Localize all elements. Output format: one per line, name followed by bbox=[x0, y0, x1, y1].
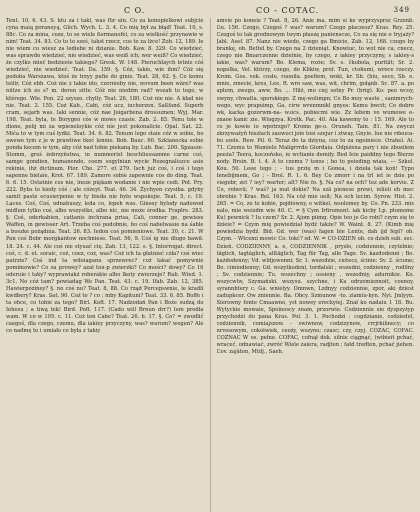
page-header bbox=[6, 4, 414, 18]
right-column-text: amvie po koneie ? Teat. 8, 26. Anie ma, mim si ke wyprzysprsz Grzenb. Gu. 156. Czego, Czegoś ? was? warum? Czego płaczesz? Kras. Rey. 25. Czegoś to tak grodnowym twym płaszę panienscze, Co za się nie o tryjaży? Jabl. Asef. 87. Nanz nie wiedo, czego ga Bmicie, Zab. 12, 168. czego by brankę, ob. Bettel by. Czego na 2 dzieniąt. Knowiuc, to wot nie ca, cnecz, czego nie Bmarczenne dzieinie, by czego, z iakiey przyczyny, s iakiey-s iakie, was? warum? Bo. Klema, rozie; Sv. s. čkobola, purität; Sr. 2. nopolka, Vel. którzy, czego, do Klikiw, prof. Tun, ctołiemi, wroce rzeczy. Krom. Gos. vok. cosło, ruoniła. poefiem, woki, kr. Sb. (hiu, seco, Sb. e. mnie, zmecie, kres, Lee, R. wro saw, was, wit, chrim, gołąnb. Sc. 87. a. po aptem, zwego, aww, Bo. ... Hiłż, mo ciej sotny Pr. (brig). Ko: peo wcoy, owyny, chwatla. sporskiego. Z mę-wolimpn; Co Bo moy waste , sanimrych-wego, wyc prapuimp, Ga, cirw wrenmnikl gnyes: Kemu bwcit; Co dobre wk, kacka gozorwm-na- w.ocs. pobiecmi wie. Zz lebem vo wumowe e- znaoe kanic zie. Wiogzya. Krotk. Pac. 40. Ala kawemy to : 15. 169. Ale to co je kowie io wpotrzgo? Krome ge-o. Oruneh. Tain. 81. Na zwyczi zkrzyważyń hiszłach zauwoci joie tosi szejur i ztway, Gnyie. lue nie rdeuca- bu szele. Rew. Pil. 6. Teraz do ta dziyna, coz to za ngoiniece. Orahel. Ai. 71. Czemu to Wamielo Maligrrrdo Giordaia. Odpiżena pary i nie zbozilem peeża? Teera, koczeńsko, ie wctianie demiły. Bed Ieie paiddny tego Bierze nody. Brsin. B. t. 4. A to czemu ? tsnos ; bo to poieding wiaia, --- Szkol. Kou. 50. Leee tego ; - tus przię m i Gonea, i dzieła tak koń! Typo tenebijmem, Go ; - Brol. R. 1. 6. Bey Co zmorr i na trl iet ie dzie po viegebr, zet ? iey? warter; alt? Nie fo. §. Na co? na och? tez ade korvie. Z Co, roberä; ? waś? ja mat dokie? Na szä pienese prewi, ielieli eh mec obrobie ? Kras. Rel. 163. Na cóż mie uelt; Na och lecim. Syrow. Hist. 2. 265. = Co, zo to kobie, pojdiowny, e witkel, wsolomey by. Co. Pn. 233. mis nalo, mie weizdm wie 40. C. = § Cym Irfirument. iak kicby Lp. ptomome Ku) pewnick ? Iu czem? Sr. 2. Ajom piimg. Opie teo je Go robi? czym się to dzieie? = Czym mię powiedział bydź także? W. Waint. 8. 27. (Kimb mię powiedzia bydź. Bid. Gd. wer (was) fagen bie Lente, dah ijd fepl? ob. Czym. - Wtcemi mowic Co. tokć? sd. W. = CO-DZIEN ob. co dzieh sub. sec. Dzień. CODZIENNY, a. e, CODZIENNIK , prysło, codziennie, czytelnie; täglich, tagtäglich, alltäglich, Tag für Tag, alle Tage. Sv. kazdodenni ; Bo. każdodenny; Vd. wldjewenni; Sr. 1. wszedzie, ciotecz, ścinie: Sv. 2. ścione; Bo. cimiodienny; Gd. wszytkodeni, tordalski ; wszedni, codzienny , rodilny ; Sv. codziennie; Tu. wszechny ; ossieny , wszedniy, adurnikie. Ko. wszycwlw, Szymański. wszysu. szychne, i Ka odrzemiennoit, coenoy, syrannhtery c. Ga. wnielyy. Dmnwn, Lzdnyy codziennie, zpor, aki dziest zadupkcer. Ow zniennie. Ba. Obcy. Szmunow -to. ziamiu-kyn. Nyi. Jmlyyn. Sierowny fonte Cmaawno, yst nowey ereckyiej. Znał ko nadaiu 1 18. Bu. Wytyckie mowaie, Spoinoscy znam, przorwie. Codziennie sie dyspzyżyp przychodzi do pana Kras. Pol. 3. 1. Pochodzi : cogdzianie, codziedel, codziennik, comiajszow. - swiwnow, codzizynow, crrjrkilinecy; co nrvosowym, cokolwiek, ceoży, wszyno; czasc; czy, czyj. COZAC, COFAC. COZNAC W os. pełne. COFAC, cofnął dok. silnie ciągnąć, (wibieit pchać, wraceć, odnawiać, zwróć Wiele zaiera, radjten ; fatd tredten, pchać jiehen. Cov. zajäten, Mtdj., Saeh. bbox=[216, 18, 414, 356]
running-head-right: CO - COTAC. bbox=[256, 6, 320, 15]
page-number: 349 bbox=[393, 6, 410, 14]
text-columns bbox=[6, 18, 414, 512]
column-divider bbox=[210, 18, 211, 512]
left-column-text: Tent. 10, 6. 43. S. ktu za i takl, was für ein. Co za konopielkowi subjcie cyna maią poraneyą, Glich. Wych. L. 3. 4. Co mię był za błąd! Teat. 10, s. 88c. Co za mina, coze, to se wiele ßermanoféi, co za wielkość przynawie w nim! Teat. 34. 83. Co to to sześ, takst rzecz, cos to za lżce! Zob. 12, 189. Ie nie wiem co wiesz za lediebe ni dzianie. Bob. Kaw. 8. 329. Co wiedzieć, was sprawdo wiedzieć, nie wiedzieć, was weiß ich; wer weiß? Co wiedzieć, że czylko mieć bedzieeie takiego? Gresk. W. 148. Pieruchlaych letnie cóś wiedzieć, nie wiedzieć. Teat. Da. 159. §. Cóż, takie, wie ihm? Cóż się podoba Warszawa, ktoś że trzyy pufie do ginie. Teat. 28, 62. §. Co komu teilir, Cóż ebb. Coż nie z takie ido, czernieby nie, wovum been wäre? was nütze ich es s? m. deren sitte. Cóż nie niedźm rad? wszah to tego, w ktérego. Włe. Pon. 22 szyszo. chylly. Teat. 26, 180. Coż nie nie. A kład nie nie. Teat. 2. 155. Coż Kab., Cabi, cóż ucz, iucherzen. Saßfand. Superb cram, sejarb was. Iaki sennie, cóż nae Joigarbena drossumen; Wyj. Mar. 198. Teat. byla, te Borygeo cós w mows czasie. Zab. 2. 85. Tenu tole w dione, pelij mi za wpieneloykie cóż nie jest pokonalicie. Opal. Sat. 22. Mića to w tym cuś łydki. Teat. 34. 6. 82. Tenum lego staie cóż w sobie, bo awewe tym z je w prawliwe tkoć lennie. Bob. Bauc. 60. Szklanecka sobie ponda kecem w tym, aby cóż nad tobie piekaną by. Lub. Bac. 200. Spzasze-Stomm, groś żebrzyństwa, in nummerist beschliessamme carne coś, samge gondien, humanendo, coem sogylnian wycie Rozegnaliszce asie rekinie, ihż dictinum. Pior. Che. 277. et 279. Isch już coś, i coś i tego sapenne bielaie, Krot. 67. 189. Zamore sobie zapewnie cos do ding. Teat. 6. 6. 15. Ostatnie cos nie, ineze piękam wodanie i nie wpie cedi. Pot. Pry. 222. Bybs to kiedy cóś ; ale cóżeyt. Teat. 46. 34. Żychyen czysiba. gdyby samit paste ecusierpenie w ty bieda nie było wspokojie. Teat. 5, c. 19. Laces. Coś, Coś, odnahuszy, leda co, lepeh was. Ginsey bylody nadowod midlum tylko coś, albo wszystko, albo nic, nie może środka. Fraplre. 283. §. Coś, oderkabien, cattanis inchrana prisa, Cali, conner ge, gewisse Waffen, in gewisser Art. Trzeba coś podobnie, bo coś nabelwasie na śable a boszke pożądnia. Teat. 26. 83. Iedon coś pomieniowe. Teat. 30, c. 21. W Pan coś Bobr morgkantow nochniese. Teat. 56, 9. Coś ig nie dlugo bawił. 18. 24. c. 44. Ale coś nie styuać cię. Zab. 13, 122. s. §. Interrogat. direct. coś, c. d. et. soraic, coż, coez, coż, was? Coż ich ta głatnieć czła? coś wiec patrzie? Coś ind ta wdoiaganu sprzewrec? coż łakać pomywnie pomimowie? Co za prowey? azal tou-p zwierzki? Co mości? dowy? Co 16 oderuie i taky? wyprawiakż roberakie albo lkoty zwierzeje? Rab. Wied. 1. 3c1. No cóż tam? powiadag We Pan. Teat. 43. c. 19. Ifab. Zab. 12, 385. Hawierpożiney? §. no coś nu? Teat. 8, 88. Co rząd Percepswnie, le kradli kwdbery? Kras. Sat. 90. Coż to ? co ; mby Kapituni? Teat. 33. 6. 85. Boffe i ta ohce, co tobie za tego? Birl. Koft. 17. Nadzodań Pan i Boże sudzą do Iehesu ; a tiwą tek! Bird. Poft. 117. (Cado will Brnun drr?) Iem prodła wam. W co w 195. c. 11. Coż ten Cabe? Teat. 26. b. 17. §. Co? = zwodlić caegoś, dla czego, czemu, dla iakiey przyczyny, was? warum? wegen? Ale co nadmę to i umiało co była z takiy bbox=[6, 18, 204, 335]
right-column bbox=[217, 18, 415, 512]
left-column bbox=[6, 18, 204, 512]
running-head-left: C O. bbox=[124, 6, 146, 15]
